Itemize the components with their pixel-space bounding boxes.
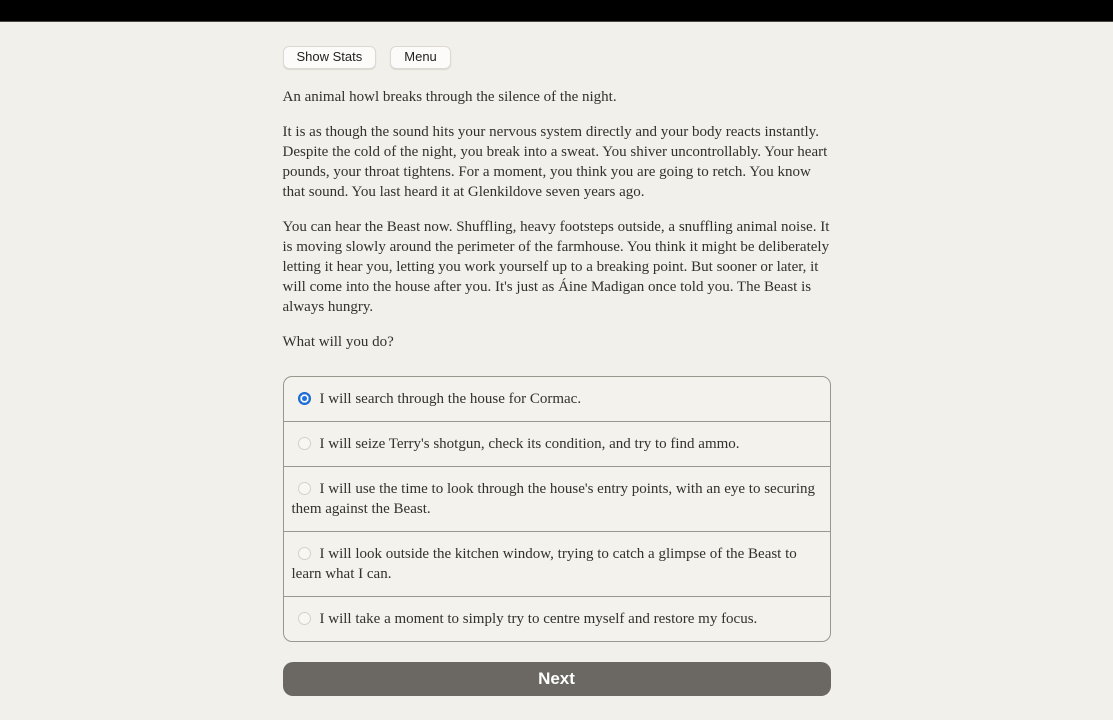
radio-icon[interactable] bbox=[298, 482, 311, 495]
story-paragraph: It is as though the sound hits your nervous system directly and your body reacts instantly. Despite the cold of the night, you break into a sweat. You shiver uncontrollably. Your heart pounds, your throat tightens. For a moment, you think you are going to retch. You know that sound. You last heard it at Glenkildove seven years ago. bbox=[282, 124, 828, 200]
show-stats-button[interactable]: Show Stats bbox=[283, 46, 377, 69]
toolbar bbox=[283, 46, 831, 69]
choice-prompt: What will you do? bbox=[282, 334, 394, 350]
radio-icon[interactable] bbox=[298, 547, 311, 560]
game-page bbox=[283, 22, 831, 696]
radio-selected-icon[interactable] bbox=[298, 392, 311, 405]
story-text bbox=[283, 87, 831, 352]
choice-label: I will seize Terry's shotgun, check its condition, and try to find ammo. bbox=[319, 436, 740, 452]
choice-list bbox=[283, 376, 831, 642]
radio-icon[interactable] bbox=[298, 437, 311, 450]
story-paragraph: You can hear the Beast now. Shuffling, heavy footsteps outside, a snuffling animal noise. It is moving slowly around the perimeter of the farmhouse. You think it might be deliberately letting it hear you, letting you work yourself up to a breaking point. But sooner or later, it will come into the house after you. It's just as Áine Madigan once told you. The Beast is always hungry. bbox=[282, 219, 830, 315]
choice-label: I will take a moment to simply try to centre myself and restore my focus. bbox=[319, 611, 758, 627]
choice-label: I will search through the house for Cormac. bbox=[319, 391, 582, 407]
choice-option[interactable] bbox=[284, 597, 830, 641]
choice-label: I will use the time to look through the house's entry points, with an eye to securing them against the Beast. bbox=[291, 481, 816, 517]
story-paragraph: An animal howl breaks through the silence of the night. bbox=[282, 89, 617, 105]
choice-option[interactable] bbox=[284, 377, 830, 422]
radio-icon[interactable] bbox=[298, 612, 311, 625]
top-black-bar bbox=[0, 0, 1113, 22]
choice-label: I will look outside the kitchen window, trying to catch a glimpse of the Beast to learn what I can. bbox=[291, 546, 797, 582]
menu-button[interactable]: Menu bbox=[390, 46, 451, 69]
next-button[interactable]: Next bbox=[283, 662, 831, 696]
choice-option[interactable] bbox=[284, 532, 830, 597]
choice-option[interactable] bbox=[284, 467, 830, 532]
choice-option[interactable] bbox=[284, 422, 830, 467]
